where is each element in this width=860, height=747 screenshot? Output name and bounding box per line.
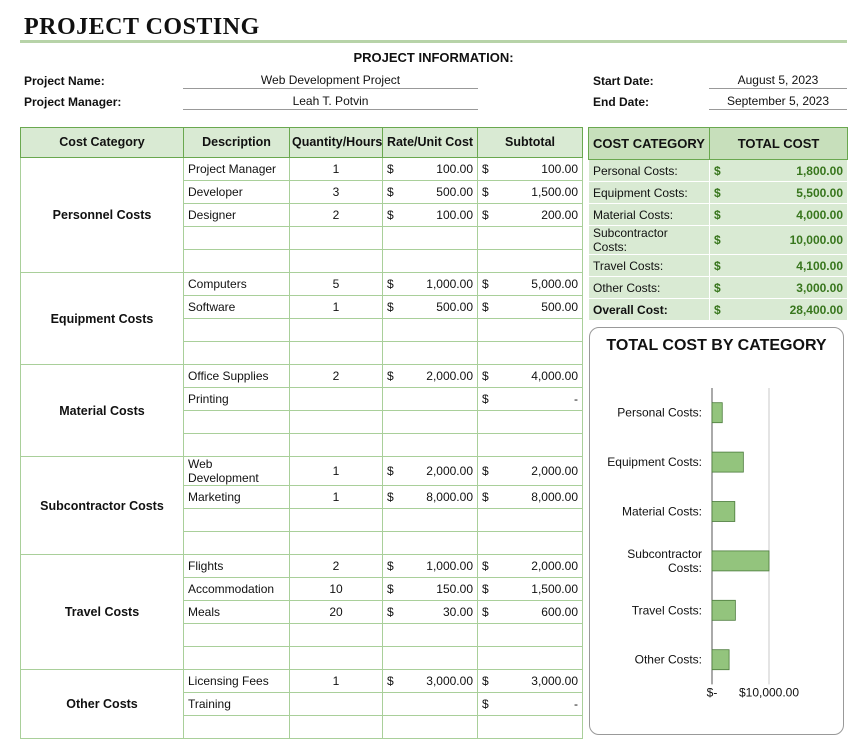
description-cell[interactable] — [184, 716, 290, 739]
subtotal-cell[interactable] — [478, 509, 583, 532]
rate-cell[interactable] — [383, 693, 478, 716]
rate-cell[interactable] — [383, 158, 478, 181]
rate-cell[interactable] — [383, 532, 478, 555]
currency-symbol: $ — [482, 300, 489, 314]
rate-cell[interactable] — [383, 624, 478, 647]
cost-table — [20, 127, 583, 739]
rate-cell[interactable] — [383, 670, 478, 693]
project-name-label: Project Name: — [24, 74, 105, 88]
subtotal-cell[interactable] — [478, 578, 583, 601]
quantity-cell[interactable]: 10 — [290, 578, 383, 601]
subtotal-value: 1,500.00 — [531, 582, 578, 596]
page-title: PROJECT COSTING — [24, 14, 260, 40]
summary-value: 4,000.00 — [796, 207, 843, 222]
quantity-cell[interactable] — [290, 693, 383, 716]
currency-symbol: $ — [387, 300, 394, 314]
category-label: Other Costs: — [634, 652, 702, 667]
description-cell[interactable]: Office Supplies — [184, 365, 290, 388]
summary-label: Subcontractor Costs: — [589, 226, 710, 255]
quantity-cell[interactable] — [290, 647, 383, 670]
subtotal-cell[interactable] — [478, 296, 583, 319]
summary-label: Travel Costs: — [589, 255, 710, 277]
table-row — [21, 158, 583, 181]
rate-cell[interactable] — [383, 578, 478, 601]
currency-symbol: $ — [482, 185, 489, 199]
subtotal-value: 1,500.00 — [531, 185, 578, 199]
summary-label: Material Costs: — [589, 204, 710, 226]
summary-table — [588, 127, 848, 321]
currency-symbol: $ — [482, 605, 489, 619]
quantity-cell[interactable] — [290, 250, 383, 273]
rate-value: 30.00 — [442, 605, 473, 619]
rate-cell[interactable] — [383, 509, 478, 532]
project-info-heading: PROJECT INFORMATION: — [353, 50, 514, 65]
subtotal-value: - — [574, 392, 578, 406]
summary-label: Personal Costs: — [589, 160, 710, 182]
currency-symbol: $ — [482, 277, 489, 291]
subtotal-cell[interactable] — [478, 457, 583, 486]
rate-cell[interactable] — [383, 227, 478, 250]
summary-label: Overall Cost: — [589, 299, 710, 321]
subtotal-cell[interactable] — [478, 486, 583, 509]
subtotal-cell[interactable] — [478, 411, 583, 434]
subtotal-value: 5,000.00 — [531, 277, 578, 291]
category-cell: Other Costs — [21, 670, 184, 739]
header-rate: Rate/Unit Cost — [383, 128, 478, 158]
summary-amount — [710, 226, 848, 255]
quantity-cell[interactable] — [290, 716, 383, 739]
subtotal-cell[interactable] — [478, 624, 583, 647]
subtotal-value: 100.00 — [541, 162, 578, 176]
summary-row — [589, 182, 848, 204]
description-cell[interactable]: Flights — [184, 555, 290, 578]
bar — [712, 502, 735, 522]
rate-cell[interactable] — [383, 204, 478, 227]
description-cell[interactable]: Computers — [184, 273, 290, 296]
currency-symbol: $ — [387, 162, 394, 176]
description-cell[interactable] — [184, 624, 290, 647]
description-cell[interactable]: Developer — [184, 181, 290, 204]
rate-value: 500.00 — [436, 300, 473, 314]
table-row — [21, 273, 583, 296]
table-row — [21, 365, 583, 388]
subtotal-cell[interactable] — [478, 250, 583, 273]
currency-symbol: $ — [387, 605, 394, 619]
quantity-cell[interactable]: 1 — [290, 296, 383, 319]
subtotal-cell[interactable] — [478, 181, 583, 204]
rate-value: 2,000.00 — [426, 464, 473, 478]
summary-total-row — [589, 299, 848, 321]
subtotal-cell[interactable] — [478, 342, 583, 365]
bar — [712, 452, 743, 472]
subtotal-cell[interactable] — [478, 532, 583, 555]
description-cell[interactable]: Meals — [184, 601, 290, 624]
summary-label: Equipment Costs: — [589, 182, 710, 204]
description-cell[interactable] — [184, 319, 290, 342]
currency-symbol: $ — [387, 464, 394, 478]
rate-value: 1,000.00 — [426, 559, 473, 573]
subtotal-value: - — [574, 697, 578, 711]
header-cost-category: Cost Category — [21, 128, 184, 158]
category-cell: Travel Costs — [21, 555, 184, 670]
subtotal-cell[interactable] — [478, 670, 583, 693]
summary-value: 28,400.00 — [789, 302, 843, 317]
subtotal-cell[interactable] — [478, 716, 583, 739]
subtotal-value: 2,000.00 — [531, 464, 578, 478]
rate-cell[interactable] — [383, 411, 478, 434]
rate-cell[interactable] — [383, 273, 478, 296]
currency-symbol: $ — [482, 392, 489, 406]
summary-header-total: TOTAL COST — [710, 128, 848, 160]
summary-row — [589, 255, 848, 277]
project-manager-field[interactable]: Leah T. Potvin — [183, 93, 478, 110]
currency-symbol: $ — [482, 490, 489, 504]
subtotal-cell[interactable] — [478, 388, 583, 411]
description-cell[interactable]: Printing — [184, 388, 290, 411]
rate-cell[interactable] — [383, 250, 478, 273]
chart-plot — [590, 328, 843, 734]
rate-value: 100.00 — [436, 208, 473, 222]
description-cell[interactable] — [184, 532, 290, 555]
description-cell[interactable]: Designer — [184, 204, 290, 227]
summary-row — [589, 277, 848, 299]
rate-cell[interactable] — [383, 388, 478, 411]
quantity-cell[interactable]: 20 — [290, 601, 383, 624]
summary-value: 10,000.00 — [789, 233, 843, 247]
tick-label: $10,000.00 — [738, 685, 800, 700]
subtotal-cell[interactable] — [478, 693, 583, 716]
currency-symbol: $ — [714, 280, 721, 295]
end-date-label: End Date: — [593, 95, 650, 109]
start-date-label: Start Date: — [593, 74, 654, 88]
quantity-cell[interactable] — [290, 434, 383, 457]
category-cell: Subcontractor Costs — [21, 457, 184, 555]
category-label: Equipment Costs: — [607, 455, 702, 470]
subtotal-cell[interactable] — [478, 434, 583, 457]
table-row — [21, 457, 583, 486]
quantity-cell[interactable]: 1 — [290, 158, 383, 181]
rate-cell[interactable] — [383, 365, 478, 388]
currency-symbol: $ — [714, 302, 721, 317]
subtotal-value: 200.00 — [541, 208, 578, 222]
subtotal-value: 8,000.00 — [531, 490, 578, 504]
category-cell: Personnel Costs — [21, 158, 184, 273]
rate-cell[interactable] — [383, 486, 478, 509]
currency-symbol: $ — [387, 582, 394, 596]
description-cell[interactable]: Licensing Fees — [184, 670, 290, 693]
header-description: Description — [184, 128, 290, 158]
rate-value: 150.00 — [436, 582, 473, 596]
subtotal-cell[interactable] — [478, 273, 583, 296]
subtotal-cell[interactable] — [478, 158, 583, 181]
quantity-cell[interactable]: 3 — [290, 181, 383, 204]
summary-amount — [710, 204, 848, 226]
description-cell[interactable] — [184, 227, 290, 250]
quantity-cell[interactable] — [290, 319, 383, 342]
quantity-cell[interactable]: 5 — [290, 273, 383, 296]
chart-title: TOTAL COST BY CATEGORY — [606, 337, 827, 354]
description-cell[interactable]: Project Manager — [184, 158, 290, 181]
rate-cell[interactable] — [383, 342, 478, 365]
quantity-cell[interactable] — [290, 624, 383, 647]
subtotal-cell[interactable] — [478, 601, 583, 624]
category-label: Subcontractor Costs: — [627, 546, 702, 575]
summary-header-category: COST CATEGORY — [589, 128, 710, 160]
summary-row — [589, 160, 848, 182]
table-row — [21, 555, 583, 578]
rate-value: 500.00 — [436, 185, 473, 199]
summary-amount — [710, 277, 848, 299]
currency-symbol: $ — [714, 258, 721, 273]
tick-label: $- — [706, 685, 718, 700]
rate-cell[interactable] — [383, 319, 478, 342]
category-cell: Equipment Costs — [21, 273, 184, 365]
description-cell[interactable] — [184, 411, 290, 434]
subtotal-value: 600.00 — [541, 605, 578, 619]
currency-symbol: $ — [482, 208, 489, 222]
quantity-cell[interactable] — [290, 342, 383, 365]
currency-symbol: $ — [482, 369, 489, 383]
currency-symbol: $ — [714, 185, 721, 200]
rate-value: 100.00 — [436, 162, 473, 176]
rate-value: 3,000.00 — [426, 674, 473, 688]
category-label: Material Costs: — [621, 504, 702, 519]
description-cell[interactable]: Training — [184, 693, 290, 716]
summary-row — [589, 226, 848, 255]
bar — [712, 650, 729, 670]
start-date-field[interactable]: August 5, 2023 — [709, 72, 847, 89]
currency-symbol: $ — [482, 674, 489, 688]
subtotal-cell[interactable] — [478, 555, 583, 578]
bar — [712, 403, 722, 423]
summary-value: 1,800.00 — [796, 163, 843, 178]
rate-cell[interactable] — [383, 296, 478, 319]
description-cell[interactable] — [184, 342, 290, 365]
subtotal-cell[interactable] — [478, 647, 583, 670]
summary-label: Other Costs: — [589, 277, 710, 299]
currency-symbol: $ — [387, 559, 394, 573]
currency-symbol: $ — [482, 559, 489, 573]
currency-symbol: $ — [387, 490, 394, 504]
rate-cell[interactable] — [383, 457, 478, 486]
end-date-field[interactable]: September 5, 2023 — [709, 93, 847, 110]
quantity-cell[interactable]: 1 — [290, 457, 383, 486]
currency-symbol: $ — [482, 697, 489, 711]
quantity-cell[interactable]: 1 — [290, 670, 383, 693]
summary-amount — [710, 160, 848, 182]
subtotal-cell[interactable] — [478, 319, 583, 342]
currency-symbol: $ — [387, 369, 394, 383]
currency-symbol: $ — [482, 582, 489, 596]
currency-symbol: $ — [714, 207, 721, 222]
currency-symbol: $ — [387, 185, 394, 199]
description-cell[interactable] — [184, 647, 290, 670]
subtotal-cell[interactable] — [478, 204, 583, 227]
quantity-cell[interactable] — [290, 532, 383, 555]
quantity-cell[interactable] — [290, 411, 383, 434]
rate-cell[interactable] — [383, 716, 478, 739]
summary-value: 3,000.00 — [796, 280, 843, 295]
currency-symbol: $ — [387, 674, 394, 688]
description-cell[interactable]: Web Development — [184, 457, 290, 486]
subtotal-value: 4,000.00 — [531, 369, 578, 383]
rate-cell[interactable] — [383, 601, 478, 624]
summary-amount — [710, 182, 848, 204]
description-cell[interactable] — [184, 250, 290, 273]
description-cell[interactable] — [184, 509, 290, 532]
currency-symbol: $ — [714, 233, 721, 247]
header-subtotal: Subtotal — [478, 128, 583, 158]
quantity-cell[interactable]: 2 — [290, 204, 383, 227]
rate-cell[interactable] — [383, 434, 478, 457]
project-manager-label: Project Manager: — [24, 95, 122, 109]
currency-symbol: $ — [482, 162, 489, 176]
description-cell[interactable] — [184, 434, 290, 457]
bar — [712, 600, 735, 620]
category-cell: Material Costs — [21, 365, 184, 457]
description-cell[interactable]: Accommodation — [184, 578, 290, 601]
summary-row — [589, 204, 848, 226]
subtotal-cell[interactable] — [478, 227, 583, 250]
cost-chart — [589, 327, 844, 735]
subtotal-value: 500.00 — [541, 300, 578, 314]
rate-cell[interactable] — [383, 181, 478, 204]
project-name-field[interactable]: Web Development Project — [183, 72, 478, 89]
currency-symbol: $ — [387, 277, 394, 291]
bar — [712, 551, 769, 571]
quantity-cell[interactable]: 2 — [290, 555, 383, 578]
quantity-cell[interactable] — [290, 509, 383, 532]
summary-amount — [710, 255, 848, 277]
subtotal-value: 2,000.00 — [531, 559, 578, 573]
rate-value: 1,000.00 — [426, 277, 473, 291]
category-label: Travel Costs: — [631, 603, 702, 618]
title-divider — [20, 40, 847, 43]
summary-value: 4,100.00 — [796, 258, 843, 273]
table-row — [21, 670, 583, 693]
rate-value: 2,000.00 — [426, 369, 473, 383]
currency-symbol: $ — [387, 208, 394, 222]
currency-symbol: $ — [714, 163, 721, 178]
category-label: Personal Costs: — [617, 405, 702, 420]
description-cell[interactable]: Software — [184, 296, 290, 319]
currency-symbol: $ — [482, 464, 489, 478]
quantity-cell[interactable] — [290, 388, 383, 411]
subtotal-cell[interactable] — [478, 365, 583, 388]
quantity-cell[interactable] — [290, 227, 383, 250]
rate-value: 8,000.00 — [426, 490, 473, 504]
header-quantity: Quantity/Hours — [290, 128, 383, 158]
quantity-cell[interactable]: 2 — [290, 365, 383, 388]
summary-value: 5,500.00 — [796, 185, 843, 200]
subtotal-value: 3,000.00 — [531, 674, 578, 688]
quantity-cell[interactable]: 1 — [290, 486, 383, 509]
description-cell[interactable]: Marketing — [184, 486, 290, 509]
rate-cell[interactable] — [383, 647, 478, 670]
rate-cell[interactable] — [383, 555, 478, 578]
summary-amount — [710, 299, 848, 321]
